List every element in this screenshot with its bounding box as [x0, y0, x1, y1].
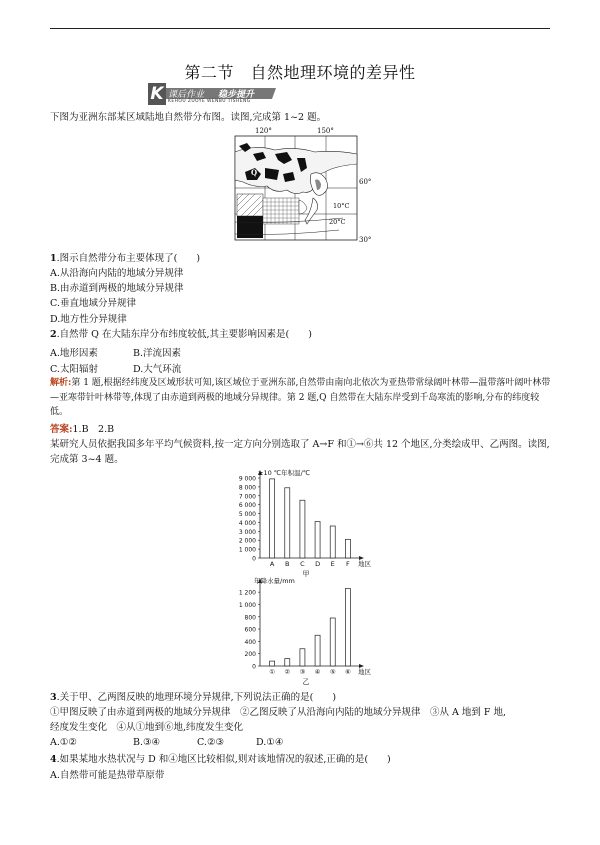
y-tick-label: 9 000 — [238, 475, 256, 483]
x-tick-label: C — [300, 560, 305, 568]
y-tick-label: 200 — [244, 651, 256, 659]
y-tick-label: 3 000 — [238, 528, 256, 536]
x-tick-label: ⑤ — [329, 668, 336, 676]
y-tick-label: 0 — [252, 555, 256, 563]
y-tick-label: 8 000 — [238, 484, 256, 492]
q3-statement-line2: 经度发生变化 ④从①地到⑥地,纬度发生变化 — [50, 722, 244, 733]
q3-option-b: B.③④ — [133, 737, 161, 748]
q2-stem: 2.自然带 Q 在大陆东岸分布纬度较低,其主要影响因素是( ) — [50, 329, 312, 340]
bar-④ — [315, 635, 320, 666]
x-tick-label: A — [269, 560, 275, 568]
q1-option-c: C.垂直地域分异规律 — [50, 298, 136, 309]
banner-main-text: 课后作业 — [168, 90, 205, 100]
bar-A — [270, 479, 275, 558]
x-axis-title: 地区 — [358, 668, 371, 676]
q3-option-a: A.①② — [50, 737, 77, 748]
q4-stem: 4.如果某地水热状况与 D 和④地区比较相似,则对该地情况的叙述,正确的是( ) — [50, 754, 391, 765]
y-tick-label: 7 000 — [238, 493, 256, 501]
bar-B — [285, 488, 290, 558]
y-tick-label: 1 000 — [238, 601, 256, 609]
x-tick-label: B — [285, 560, 290, 568]
x-tick-label: ② — [284, 668, 291, 676]
q2-option-d: D.大气环流 — [133, 364, 182, 375]
y-tick-label: 0 — [252, 663, 256, 671]
intro-text-1: 下图为亚洲东部某区域陆地自然带分布图。读图,完成第 1~2 题。 — [50, 112, 327, 123]
bar-C — [300, 500, 305, 558]
analysis-block: 解析:第 1 题,根据经纬度及区域形状可知,该区域位于亚洲东部,自然带由南向北依次为亚热带常绿阔叶林带—温带落叶阔叶林带—亚寒带针叶林带等,体现了由赤道到两极的地域分异规律。第 2 题,Q 自然带在大陆东岸受到千岛寒流的影响,分布的纬度较低。 — [50, 378, 551, 417]
bar-D — [315, 522, 320, 558]
isotherm-20-label: 20°C — [329, 218, 346, 226]
q2-option-c: C.太阳辐射 — [50, 364, 98, 375]
bar-⑥ — [345, 588, 350, 666]
y-tick-label: 4 000 — [238, 519, 256, 527]
isotherm-10-label: 10°C — [333, 202, 350, 210]
q3-statement-line1: ①甲图反映了由赤道到两极的地域分异规律 ②乙图反映了从沿海向内陆的地域分异规律 ③从 A 地到 F 地, — [50, 707, 507, 718]
hatched-zone — [237, 194, 263, 216]
q1-option-a: A.从沿海向内陆的地域分异规律 — [50, 268, 184, 279]
y-tick-label: 600 — [244, 626, 256, 634]
x-tick-label: ④ — [314, 668, 321, 676]
chart-jia — [228, 466, 378, 581]
y-tick-label: 2 000 — [238, 537, 256, 545]
banner-second-text: 稳步提升 — [218, 90, 255, 100]
x-axis-title: 地区 — [358, 560, 371, 568]
bar-② — [285, 659, 290, 666]
y-tick-label: 5 000 — [238, 511, 256, 519]
bar-③ — [300, 649, 305, 666]
q2-option-a: A.地形因素 — [50, 348, 98, 359]
q1-option-d: D.地方性分异规律 — [50, 314, 127, 325]
chart-yi — [228, 574, 378, 689]
section-banner — [148, 86, 276, 106]
x-tick-label: D — [315, 560, 321, 568]
y-tick-label: 1 200 — [238, 589, 256, 597]
y-tick-label: 6 000 — [238, 502, 256, 510]
q3-stem: 3.关于甲、乙两图反映的地理环境分异规律,下列说法正确的是( ) — [50, 692, 337, 703]
y-tick-label: 800 — [244, 614, 256, 622]
lon-120-label: 120° — [255, 127, 272, 135]
bar-① — [270, 661, 275, 666]
bar-F — [345, 539, 350, 558]
y-axis-title: ≥10 ℃年积温/℃ — [258, 469, 311, 477]
zone-q-label: Q — [251, 168, 258, 177]
q2-option-b: B.洋流因素 — [133, 348, 182, 359]
q4-option-a: A.自然带可能是热带草原带 — [50, 770, 165, 781]
bar-⑤ — [330, 618, 335, 666]
natural-zone-map — [215, 124, 375, 246]
banner-pinyin: KEHOU ZUOYE WENBU TISHENG — [168, 99, 251, 104]
x-tick-label: F — [346, 560, 350, 568]
lat-30-label: 30° — [359, 236, 372, 244]
x-tick-label: ① — [269, 668, 276, 676]
q3-option-c: C.②③ — [197, 737, 224, 748]
header-rule — [50, 28, 550, 29]
q3-option-d: D.①④ — [256, 737, 284, 748]
y-axis-title: 年降水量/mm — [254, 577, 295, 585]
lon-150-label: 150° — [317, 127, 334, 135]
x-tick-label: ⑥ — [344, 668, 351, 676]
y-tick-label: 1 000 — [238, 546, 256, 554]
intro-text-2: 某研究人员依据我国多年平均气候资料,按一定方向分别选取了 A→F 和①→⑥共 12 个地区,分类绘成甲、乙两图。读图,完成第 3~4 题。 — [50, 439, 550, 465]
chart-title: 甲 — [302, 570, 310, 578]
bar-E — [330, 526, 335, 558]
x-tick-label: ③ — [299, 668, 306, 676]
x-tick-label: E — [330, 560, 335, 568]
chart-title: 乙 — [302, 678, 310, 686]
lat-60-label: 60° — [359, 178, 372, 186]
banner-logo: K — [148, 83, 166, 105]
q1-option-b: B.由赤道到两极的地域分异规律 — [50, 283, 184, 294]
answer-line: 答案:1.B 2.B — [50, 424, 115, 435]
y-tick-label: 400 — [244, 638, 256, 646]
q1-stem: 1.图示自然带分布主要体现了( ) — [50, 253, 201, 264]
page-title: 第二节 自然地理环境的差异性 — [184, 63, 416, 82]
